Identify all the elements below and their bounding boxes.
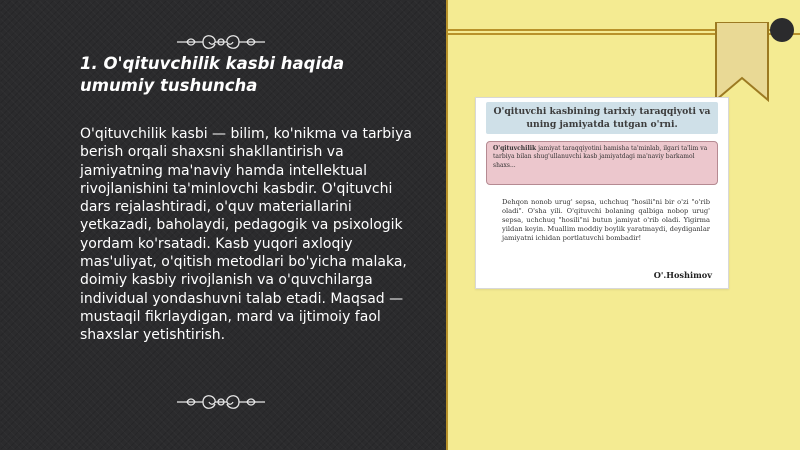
document-heading: O'qituvchi kasbining tarixiy taraqqiyoti va uning jamiyatda tutgan o'rni. bbox=[486, 102, 718, 134]
slide-body-text: O'qituvchilik kasbi — bilim, ko'nikma va tarbiya berish orqali shaxsni shakllantirish va jamiyatning ma'naviy hamda intellektual rivojlanishini ta'minlovchi kasbdir. O'qituvchi dars rejalashtiradi, o'quv materiallarini yetkazadi, baholaydi, pedagogik va psixologik yordam ko'rsatadi. Kasb yuqori axloqiy mas'uliyat, o'qitish metodlari bo'yicha malaka, doimiy kasbiy rivojlanish va o'quvchilarga individual yondashuvni talab etadi. Maqsad — mustaqil fikrlaydigan, mard va ijtimoiy faol shaxslar yetishtirish. bbox=[80, 126, 412, 344]
gold-divider-line bbox=[446, 0, 448, 450]
top-flourish-ornament bbox=[173, 30, 269, 54]
slide-title: 1. O'qituvchilik kasbi haqida umumiy tushuncha bbox=[80, 54, 345, 95]
definition-text: jamiyat taraqqiyotini hamisha ta'minlab, ilgari ta'lim va tarbiya bilan shug'ullanuvchi kasb jamiyatdagi ma'naviy barkamol shaxs... bbox=[493, 145, 708, 169]
textbook-page-image bbox=[475, 97, 729, 289]
bookmark-ribbon-icon bbox=[714, 22, 770, 102]
definition-box bbox=[486, 141, 718, 185]
definition-term: O'qituvchilik bbox=[493, 145, 537, 152]
quote-text: Dehqon nonob urug' sepsa, uchchuq "hosili"ni bir o'zi "o'rib oladi". O'sha yili. O'qituvchi bolaning qalbiga nobop urug' sepsa, uchchuq "hosili"ni butun jamiyat o'rib oladi. Yigirma yildan keyin. Muallim moddiy boylik yaratmaydi, deydiganlar jamiyatni ichidan portlatuvchi bombadir! bbox=[502, 198, 710, 242]
quote-author: O'.Hoshimov bbox=[653, 270, 712, 280]
bottom-flourish-ornament bbox=[173, 390, 269, 414]
